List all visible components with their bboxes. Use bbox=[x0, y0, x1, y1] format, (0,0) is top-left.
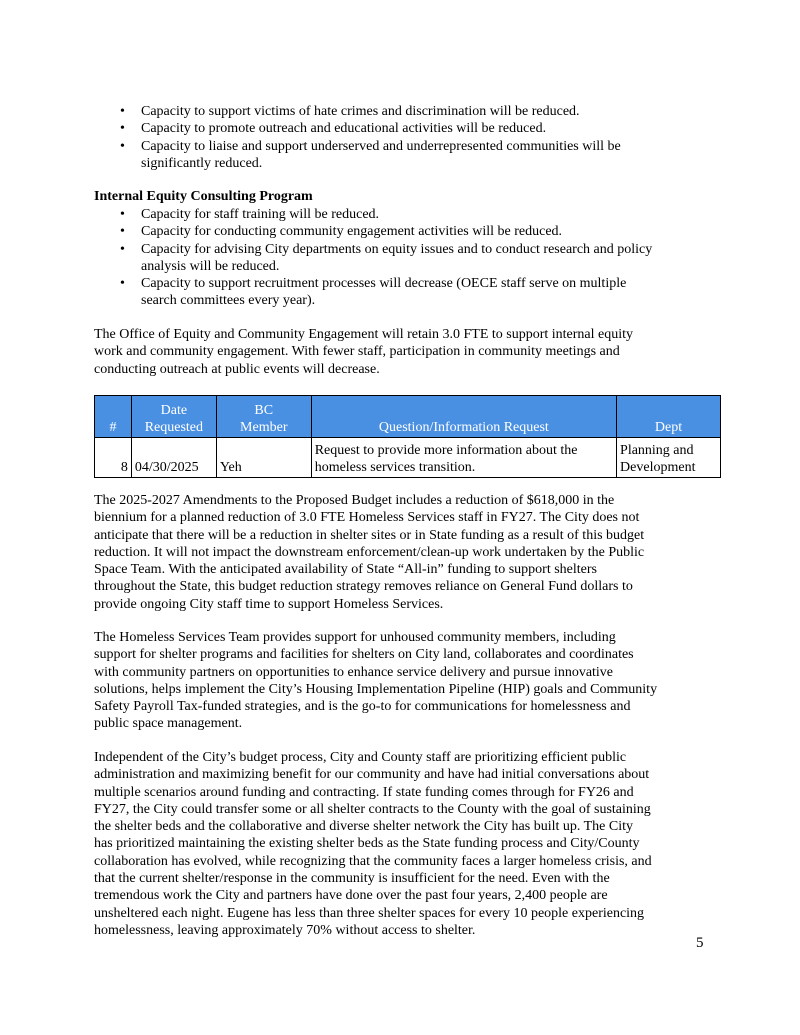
text-line: Capacity for advising City departments on equity issues and to conduct research and policy bbox=[141, 241, 653, 257]
text-line: has prioritized maintaining the existing shelter beds as the State funding process and City/County bbox=[94, 836, 640, 852]
text-line: reduction. It will not impact the downstream enforcement/clean-up work undertaken by the Public bbox=[94, 544, 645, 560]
text-line: biennium for a planned reduction of 3.0 FTE Homeless Services staff in FY27. The City does not bbox=[94, 510, 640, 526]
text-line: Safety Payroll Tax-funded strategies, and is the go-to for communications for homelessness and bbox=[94, 699, 631, 715]
text-line: analysis will be reduced. bbox=[141, 258, 280, 274]
text-line: Capacity for conducting community engagement activities will be reduced. bbox=[141, 224, 563, 240]
text-line: Capacity for staff training will be reduced. bbox=[141, 207, 380, 222]
text-line: significantly reduced. bbox=[141, 155, 263, 171]
header-text: Dept bbox=[654, 420, 683, 435]
text-line: support for shelter programs and facilities for shelters on City land, collaborates and coordinates bbox=[94, 647, 634, 663]
header-number bbox=[95, 396, 132, 438]
header-text: BC bbox=[254, 403, 274, 418]
text-line: solutions, helps implement the City’s Housing Implementation Pipeline (HIP) goals and Community bbox=[94, 681, 658, 697]
bullet-icon: • bbox=[120, 104, 125, 119]
bullet-icon: • bbox=[120, 276, 125, 292]
header-bc-member bbox=[216, 396, 311, 438]
text-line: The Office of Equity and Community Engagement will retain 3.0 FTE to support internal equity bbox=[94, 327, 634, 342]
text-line: multiple scenarios around funding and contracting. If state funding comes through for FY26 and bbox=[94, 784, 634, 800]
cell-text: Planning and bbox=[620, 443, 694, 458]
cell-member: Yeh bbox=[216, 438, 311, 478]
text-line: collaboration has evolved, while recognizing that the community faces a larger homeless crisis, and bbox=[94, 853, 652, 869]
cell-date: 04/30/2025 bbox=[131, 438, 216, 478]
text-line: Capacity to liaise and support underserved and underrepresented communities will be bbox=[141, 138, 621, 154]
text-line: Capacity to support recruitment processes will decrease (OECE staff serve on multiple bbox=[141, 276, 627, 292]
section-heading: Internal Equity Consulting Program bbox=[94, 189, 313, 204]
bullet-icon: • bbox=[120, 241, 125, 257]
text-line: homelessness, leaving approximately 70% without access to shelter. bbox=[94, 922, 476, 938]
text-line: Capacity to promote outreach and educational activities will be reduced. bbox=[141, 121, 547, 137]
text-line: Capacity to support victims of hate crimes and discrimination will be reduced. bbox=[141, 104, 580, 119]
page-number: 5 bbox=[696, 935, 704, 951]
cell-request bbox=[311, 438, 616, 478]
text-line: the shelter beds and the collaborative and diverse shelter network the City has built up. The City bbox=[94, 819, 633, 835]
header-text: Question/Information Request bbox=[378, 420, 549, 435]
bullet-icon: • bbox=[120, 138, 125, 154]
header-text: Requested bbox=[144, 420, 204, 435]
list-item bbox=[120, 275, 652, 310]
list-item bbox=[120, 103, 621, 120]
paragraph-oece-retain bbox=[94, 326, 633, 378]
header-date-requested bbox=[131, 396, 216, 438]
paragraph-homeless-services-team bbox=[94, 629, 657, 733]
text-line: throughout the State, this budget reduction strategy removes reliance on General Fund dollars to bbox=[94, 579, 633, 595]
cell-dept bbox=[617, 438, 721, 478]
text-line: conducting outreach at public events will decrease. bbox=[94, 361, 380, 377]
text-line: with community partners on opportunities to enhance service delivery and pursue innovative bbox=[94, 664, 614, 680]
list-item bbox=[120, 138, 621, 173]
bullet-list-internal-equity bbox=[120, 206, 652, 310]
text-line: provide ongoing City staff time to support Homeless Services. bbox=[94, 596, 444, 612]
bullet-icon: • bbox=[120, 121, 125, 137]
text-line: FY27, the City could transfer some or all shelter contracts to the County with the goal of sustaining bbox=[94, 801, 651, 817]
list-item bbox=[120, 223, 652, 240]
paragraph-city-county bbox=[94, 749, 652, 939]
header-question bbox=[311, 396, 616, 438]
table-row bbox=[95, 438, 721, 478]
list-item bbox=[120, 241, 652, 276]
cell-text: homeless services transition. bbox=[314, 460, 476, 475]
text-line: public space management. bbox=[94, 716, 243, 732]
header-text: Member bbox=[240, 420, 288, 435]
cell-text: Development bbox=[620, 460, 696, 475]
text-line: unsheltered each night. Eugene has less than three shelter spaces for every 10 people experiencing bbox=[94, 905, 645, 921]
list-item bbox=[120, 120, 621, 137]
header-dept bbox=[617, 396, 721, 438]
header-text: Date bbox=[160, 403, 188, 418]
bullet-icon: • bbox=[120, 207, 125, 222]
paragraph-budget-reduction bbox=[94, 492, 644, 613]
cell-text: Request to provide more information about the bbox=[314, 443, 578, 458]
text-line: administration and maximizing benefit for our community and have had initial conversations about bbox=[94, 767, 650, 783]
request-table bbox=[94, 395, 721, 478]
header-text: # bbox=[109, 420, 117, 435]
text-line: work and community engagement. With fewer staff, participation in community meetings and bbox=[94, 344, 620, 360]
list-item bbox=[120, 206, 652, 223]
text-line: Independent of the City’s budget process, City and County staff are prioritizing efficient public bbox=[94, 750, 627, 765]
table-header-row bbox=[95, 396, 721, 438]
text-line: that the current shelter/response in the community is insufficient for the need. Even with the bbox=[94, 871, 610, 887]
bullet-icon: • bbox=[120, 224, 125, 240]
text-line: anticipate that there will be a reduction in shelter sites or in State funding as a result of this budget bbox=[94, 527, 645, 543]
text-line: The Homeless Services Team provides support for unhoused community members, including bbox=[94, 630, 616, 645]
cell-number: 8 bbox=[95, 438, 132, 478]
text-line: tremendous work the City and partners have done over the past four years, 2,400 people are bbox=[94, 888, 608, 904]
text-line: The 2025-2027 Amendments to the Proposed Budget includes a reduction of $618,000 in the bbox=[94, 493, 615, 508]
bullet-list-oece-capacity bbox=[120, 103, 621, 172]
text-line: search committees every year). bbox=[141, 293, 316, 309]
text-line: Space Team. With the anticipated availability of State “All-in” funding to support shelters bbox=[94, 562, 597, 578]
